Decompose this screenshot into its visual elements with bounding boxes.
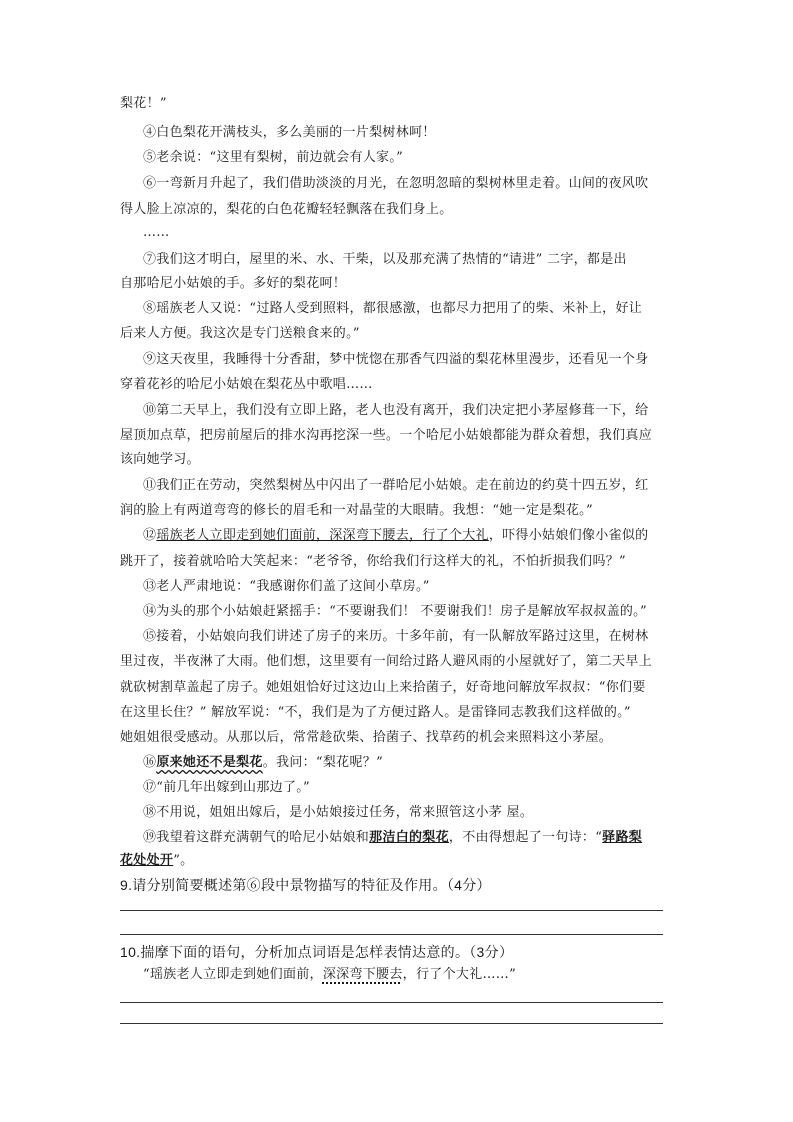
text-span: “瑶族老人立即走到她们面前， (143, 967, 323, 982)
paragraph-15: ⑮接着，小姑娘向我们讲述了房子的来历。十多年前，有一队解放军路过这里，在树林 (143, 629, 649, 644)
paragraph-13: ⑬老人严肃地说：“我感谢你们盖了这间小草房。” (143, 579, 430, 594)
paragraph-8: ⑧瑶族老人又说：“过路人受到照料，都很感激，也都尽力把用了的柴、米补上，好让 (143, 301, 643, 316)
paragraph-12 (143, 527, 703, 545)
question-10: 10.揣摩下面的语句，分析加点词语是怎样表情达意的。（3分） (120, 944, 514, 960)
text-span: ，行了个大礼……” (402, 967, 517, 982)
text-line: 屋顶加点草，把房前屋后的排水沟再挖深一些。一个哈尼小姑娘都能为群众着想，我们真应 (120, 428, 653, 443)
text-line: 后来人方便。我这次是专门送粮食来的。” (120, 326, 360, 341)
paragraph-7: ⑦我们这才明白，屋里的米、水、干柴，以及那充满了热情的“请进” 二字，都是出 (143, 252, 627, 267)
underlined-sentence: 瑶族老人立即走到她们面前，深深弯下腰去，行了个大礼 (156, 528, 489, 543)
text-span: ”。 (173, 853, 194, 868)
emphasized-phrase: 花处处开 (120, 853, 174, 868)
paragraph-19 (143, 829, 703, 847)
text-line (120, 852, 680, 870)
text-line: 她姐姐很受感动。从那以后，常常趁砍柴、拾菌子、找草药的机会来照料这小茅屋。 (120, 730, 613, 745)
paragraph-18: ⑱不用说，姐姐出嫁后，是小姑娘接过任务，常来照管这小茅 屋。 (143, 805, 534, 820)
answer-line[interactable] (120, 934, 663, 935)
paragraph-16 (143, 754, 703, 772)
text-line: 梨花！” (120, 96, 167, 111)
paragraph-17: ⑰“前几年出嫁到山那边了。” (143, 780, 310, 795)
text-span: ⑲我望着这群充满朝气的哈尼小姑娘和 (143, 830, 370, 845)
answer-line[interactable] (120, 1002, 663, 1003)
paragraph-number: ⑫ (143, 528, 157, 543)
text-line: 跳开了，接着就哈哈大笑起来：“老爷爷，你给我们行这样大的礼，不怕折损我们吗？” (120, 554, 626, 569)
text-line: 得人脸上凉凉的，梨花的白色花瓣轻轻飘落在我们身上。 (120, 202, 453, 217)
paragraph-14: ⑭为头的那个小姑娘赶紧摇手：“不要谢我们！ 不要谢我们！房子是解放军叔叔盖的。” (143, 604, 647, 619)
paragraph-5: ⑤老余说：“这里有梨树，前边就会有人家。” (143, 150, 404, 165)
answer-line[interactable] (120, 910, 663, 911)
question-9: 9.请分别简要概述第⑥段中景物描写的特征及作用。（4分） (120, 877, 491, 893)
paragraph-11: ⑪我们正在劳动，突然梨树丛中闪出了一群哈尼小姑娘。走在前边的约莫十四五岁，红 (143, 478, 649, 493)
text-line: 在这里长住？” 解放军说：“不，我们是为了方便过路人。是雷锋同志教我们这样做的。” (120, 705, 631, 720)
paragraph-6: ⑥一弯新月升起了，我们借助淡淡的月光，在忽明忽暗的梨树林里走着。山间的夜风吹 (143, 176, 649, 191)
text-line: 该向她学习。 (120, 452, 200, 467)
text-line: 就砍树割草盖起了房子。她姐姐恰好过这边山上来拾菌子，好奇地问解放军叔叔：“你们要 (120, 680, 646, 695)
text-line: 自那哈尼小姑娘的手。多好的梨花呵！ (120, 276, 347, 291)
paragraph-10: ⑩第二天早上，我们没有立即上路，老人也没有离开，我们决定把小茅屋修葺一下，给 (143, 403, 649, 418)
text-line: 润的脸上有两道弯弯的修长的眉毛和一对晶莹的大眼睛。我想：“她一定是梨花。” (120, 503, 593, 518)
emphasized-phrase: 驿路梨 (602, 830, 643, 845)
text-line: 里过夜，半夜淋了大雨。他们想，这里要有一间给过路人避风雨的小屋就好了，第二天早上 (120, 654, 653, 669)
emphasized-phrase: 那洁白的梨花 (369, 830, 449, 845)
emphasized-phrase: 原来她还不是梨花 (156, 755, 263, 770)
paragraph-9: ⑨这天夜里，我睡得十分香甜，梦中恍惚在那香气四溢的梨花林里漫步，还看见一个身 (143, 352, 649, 367)
text-span: ，不由得想起了一句诗：“ (448, 830, 603, 845)
quoted-sentence (143, 966, 703, 984)
text-span: 。我问：“梨花呢？” (262, 755, 384, 770)
paragraph-number: ⑯ (143, 755, 157, 770)
answer-line[interactable] (120, 1023, 663, 1024)
ellipsis-line: …… (143, 225, 170, 240)
text-line: 穿着花衫的哈尼小姑娘在梨花丛中歌唱…… (120, 377, 373, 392)
dotted-phrase: 深深弯下腰去 (322, 967, 403, 982)
text-span: ，吓得小姑娘们像小雀似的 (488, 528, 649, 543)
paragraph-4: ④白色梨花开满枝头，多么美丽的一片梨树林呵！ (143, 125, 436, 140)
